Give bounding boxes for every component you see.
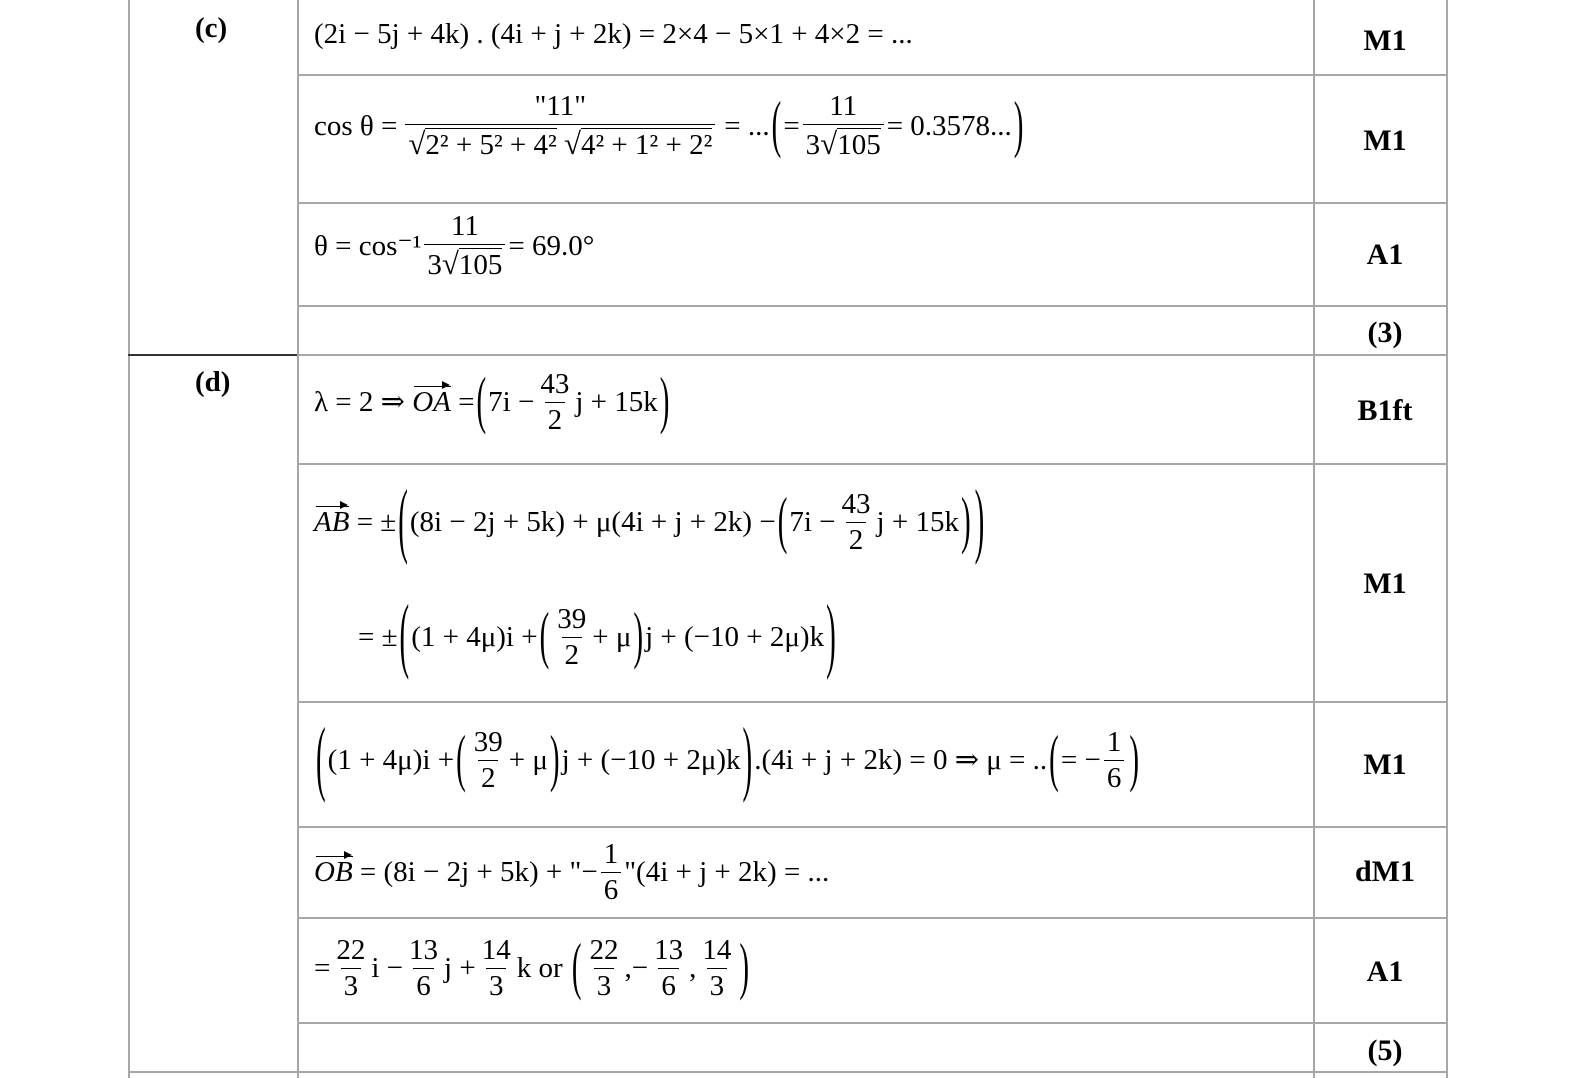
ab2-c: j + (−10 + 2μ)k: [645, 621, 825, 653]
solve-a: (1 + 4μ)i +: [327, 744, 455, 776]
ab2-b: + μ: [592, 621, 632, 653]
vector-b: (4i + j + 2k): [490, 18, 632, 50]
solve-den: 2: [478, 760, 499, 793]
ob-num: 1: [603, 838, 619, 870]
ob-vector: OB: [314, 856, 353, 888]
theta-root: 105: [458, 249, 503, 281]
result-v2d: 6: [658, 968, 679, 1001]
ob-den: 6: [601, 872, 622, 905]
mark-c-2: M1: [1363, 124, 1407, 157]
theta-line: [314, 212, 594, 280]
row-line: [297, 826, 1448, 828]
root-1: 2² + 5² + 4²: [425, 129, 557, 161]
cos-denominator: √ 2² + 5² + 4² √ 4² + 1² + 2²: [405, 124, 715, 160]
solve-fden: 6: [1104, 760, 1125, 793]
result-n1: 22: [336, 934, 366, 966]
solve-c: j + (−10 + 2μ)k: [561, 744, 741, 776]
ab-eq: = ±: [356, 506, 397, 538]
mark-c-3: A1: [1366, 238, 1404, 271]
result-t1: i −: [371, 952, 404, 984]
result-v3n: 14: [702, 934, 732, 966]
row-line: [297, 1022, 1448, 1024]
result-t2: j +: [444, 952, 476, 984]
solve-d: .(4i + j + 2k) = 0 ⇒ μ = ..: [754, 744, 1048, 776]
result-d3: 3: [486, 968, 507, 1001]
theta-numerator: 11: [450, 210, 479, 242]
dot-product-value: = 2×4 − 5×1 + 4×2 = ...: [638, 18, 913, 50]
theta-fraction: 11 3 √ 105: [424, 212, 505, 280]
mark-c-1: M1: [1363, 24, 1407, 57]
oa-num: 43: [540, 368, 570, 400]
mark-d-4: dM1: [1355, 855, 1415, 888]
bottom-line: [128, 1071, 1448, 1073]
row-line: [297, 354, 1448, 356]
ab-part-1: (8i − 2j + 5k) + μ(4i + j + 2k) −: [409, 506, 776, 538]
solve-e: = −: [1060, 744, 1101, 776]
part-c-label: (c): [195, 12, 228, 44]
oa-vector: OA: [412, 386, 451, 418]
root-2: 4² + 1² + 2²: [580, 129, 713, 161]
result-n2: 13: [409, 934, 439, 966]
cos-alt-numerator: 11: [829, 90, 858, 122]
mark-d-2: M1: [1363, 567, 1407, 600]
cos-numerator: "11": [534, 90, 587, 122]
row-line: [297, 202, 1448, 204]
ob-line: [314, 840, 829, 905]
cos-value: = 0.3578...: [886, 109, 1012, 142]
cos-mid: = ...: [724, 109, 770, 142]
ab2-a: (1 + 4μ)i +: [411, 621, 538, 653]
theta-coef: 3: [427, 249, 442, 281]
left-border: [128, 0, 130, 1078]
oa-line: λ = 2 ⇒ OA = ( 7i − $\frac{43}{2}$ j + 15k ): [314, 366, 670, 437]
ab2-den: 2: [562, 637, 583, 670]
dot-product-line: (2i − 5j + 4k) . (4i + j + 2k) = 2×4 − 5×1 + 4×2 = ...: [314, 18, 913, 50]
oa-eq: =: [458, 386, 475, 418]
solve-line: ( (1 + 4μ)i + ( $\frac{39}{2}$ + μ ) j + (−10 + 2μ)k ) .(4i + j + 2k) = 0 ⇒ μ = .. ( = − $\frac{1}{6}$ ): [316, 712, 1139, 806]
theta-lhs: θ = cos⁻¹: [314, 229, 422, 262]
ab2-eq: = ±: [358, 621, 398, 653]
result-line: = $\frac{22}{3}$ i − $\frac{13}{6}$ j + $\frac{14}{3}$ k or ( $\frac{22}{3}$ ,− $\frac{13}{6}$ , $\frac{14}{3}$ ): [314, 932, 750, 1003]
row-line: [297, 305, 1448, 307]
ob-rest: "(4i + j + 2k) = ...: [624, 856, 830, 888]
cos-alt-coef: 3: [805, 129, 821, 161]
row-line: [297, 463, 1448, 465]
solve-num: 39: [473, 726, 503, 758]
ab-den: 2: [846, 522, 867, 555]
mark-d-5: A1: [1366, 955, 1404, 988]
result-v2n: 13: [654, 934, 684, 966]
result-d2: 6: [413, 968, 434, 1001]
ab2-num: 39: [557, 603, 587, 635]
oa-den: 2: [545, 402, 566, 435]
ab-num: 43: [841, 488, 871, 520]
ab-i: 7i −: [789, 506, 836, 538]
vector-a: (2i − 5j + 4k): [314, 18, 470, 50]
result-eq: =: [314, 952, 331, 984]
theta-value: = 69.0°: [508, 229, 595, 262]
total-d: (5): [1367, 1034, 1403, 1067]
total-c: (3): [1367, 316, 1403, 349]
oa-i: 7i −: [488, 386, 535, 418]
oa-rest: j + 15k: [575, 386, 658, 418]
part-divider: [128, 354, 298, 356]
result-d1: 3: [341, 968, 362, 1001]
row-line: [297, 74, 1448, 76]
cos-theta-lhs: cos θ =: [314, 109, 398, 142]
cos-alt-root: 105: [837, 129, 881, 161]
result-n3: 14: [481, 934, 511, 966]
result-v3d: 3: [707, 968, 728, 1001]
cos-theta-line: cos θ = "11" √ 2² + 5² + 4² √ 4² + 1² + 2² = ... ( = 11 3 √ 105 = 0.3578... ): [314, 89, 1024, 161]
row-line: [297, 917, 1448, 919]
cos-alt-fraction: 11 3 √ 105: [803, 92, 884, 160]
mark-d-1: B1ft: [1357, 394, 1413, 427]
solve-fnum: 1: [1106, 726, 1122, 758]
ob-eq: = (8i − 2j + 5k) + "−: [359, 856, 598, 888]
mark-d-3: M1: [1363, 748, 1407, 781]
row-line: [297, 701, 1448, 703]
result-t3: k or: [516, 952, 563, 984]
ab-rest: j + 15k: [876, 506, 959, 538]
ab-line-1: AB = ± ( (8i − 2j + 5k) + μ(4i + j + 2k) − ( 7i − $\frac{43}{2}$ j + 15k ) ): [314, 474, 985, 568]
part-d-label: (d): [195, 366, 231, 398]
cos-fraction: [405, 92, 715, 160]
result-v1n: 22: [589, 934, 619, 966]
ab-line-2: = ± ( (1 + 4μ)i + ( $\frac{39}{2}$ + μ ) j + (−10 + 2μ)k ): [358, 589, 836, 683]
solve-b: + μ: [508, 744, 548, 776]
oa-lhs: λ = 2 ⇒: [314, 386, 405, 418]
ab-vector: AB: [314, 506, 350, 538]
result-v1d: 3: [594, 968, 615, 1001]
